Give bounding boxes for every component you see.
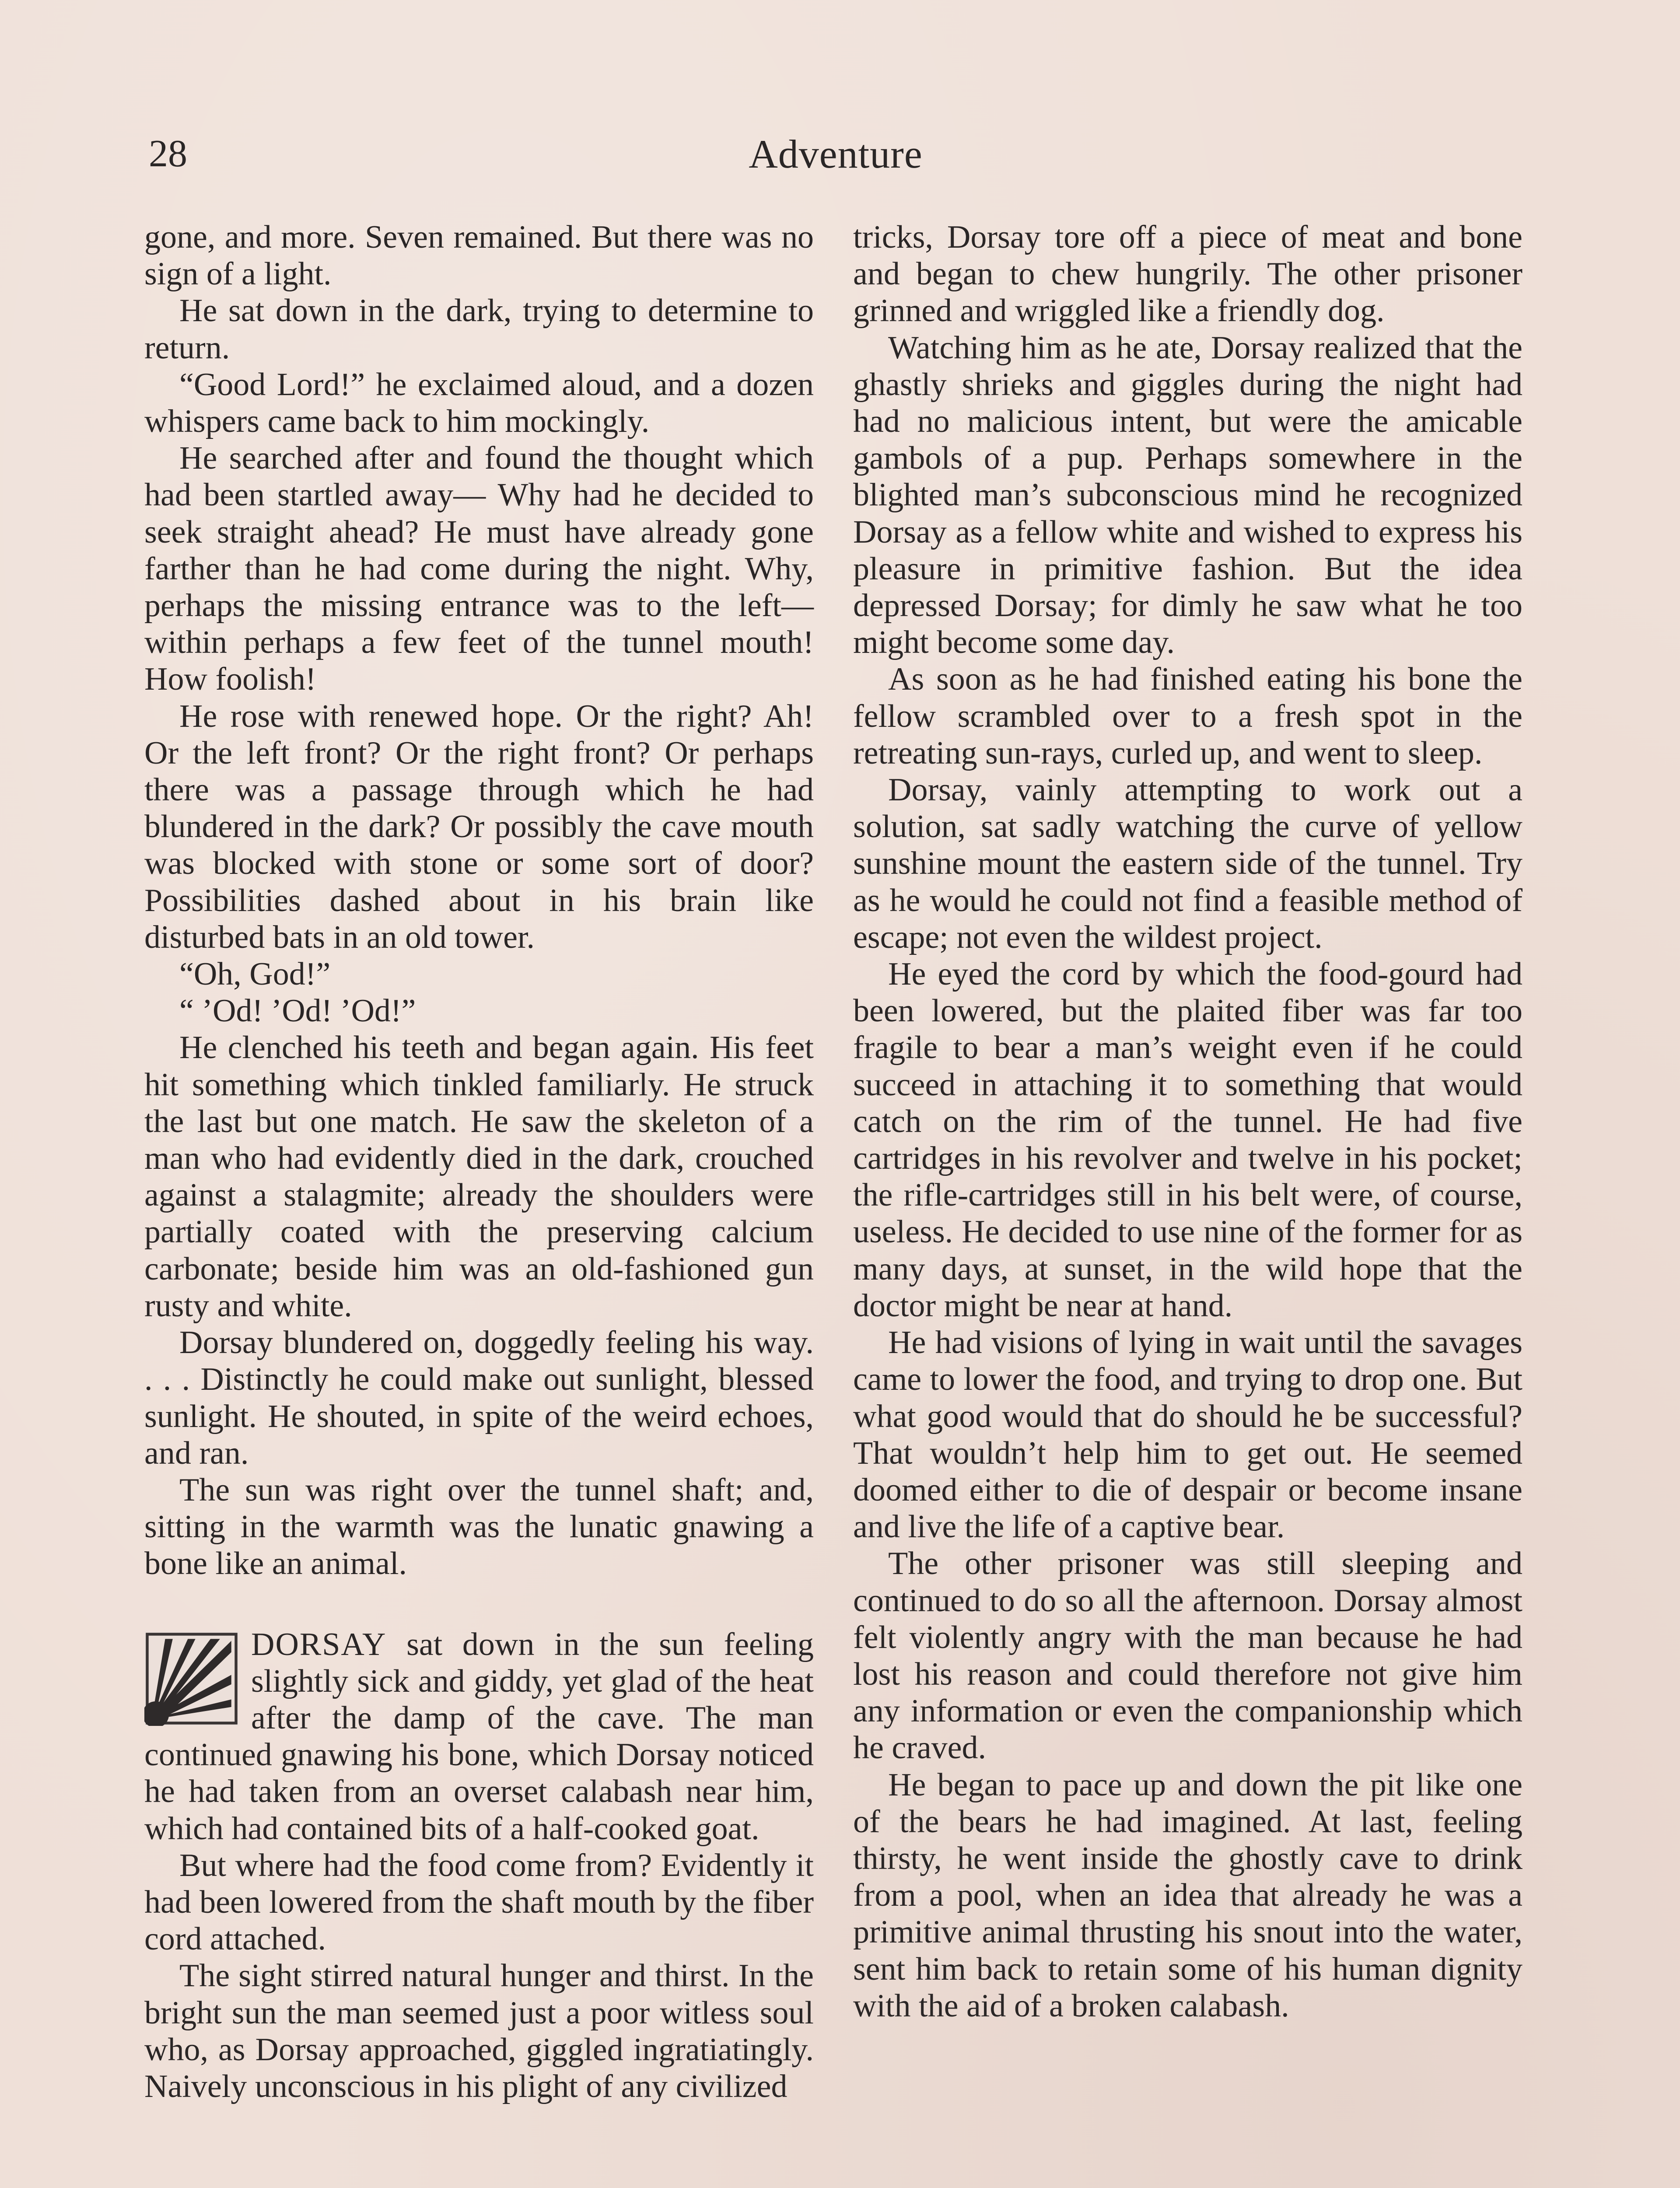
- paragraph: “ ’Od! ’Od! ’Od!”: [179, 993, 416, 1029]
- section-lead-word: DORSAY: [251, 1626, 387, 1662]
- paragraph: He clenched his teeth and began again. His feet hit something which tinkled familiarly. He struck the last but one match. He saw the skeleton of a man who had evidently died in the dark, crouched against a stalagmite; already the shoulders were partially coated with the preserving calcium carbonate; beside him was an old-fashioned gun rusty and white.: [144, 1030, 814, 1324]
- paragraph: He had visions of lying in wait until the savages came to lower the food, and trying to drop one. But what good would that do should he be successful? That wouldn’t help him to get out. He seemed doomed either to die of despair or become insane and live the life of a captive bear.: [853, 1325, 1522, 1545]
- running-title: Adventure: [749, 132, 923, 176]
- paragraph: “Good Lord!” he exclaimed aloud, and a dozen whispers came back to him mockingly.: [144, 366, 814, 440]
- section-opening-paragraph: [144, 1626, 814, 1847]
- sunburst-ornament-icon: [144, 1631, 239, 1726]
- paragraph: He searched after and found the thought which had been startled away— Why had he decided to seek straight ahead? He must have already gone farther than he had come during the night. Why, perhaps the missing entrance was to the left—within perhaps a few feet of the tunnel mouth! How foolish!: [144, 440, 814, 698]
- paragraph: He sat down in the dark, trying to determine to return.: [144, 293, 814, 366]
- paragraph: The other prisoner was still sleeping and continued to do so all the afternoon. Dorsay almost felt violently angry with the man because he had lost his reason and could therefore not give him any information or even the companionship which he craved.: [853, 1546, 1522, 1766]
- page-header: [149, 128, 1522, 180]
- section-lead-text: sat down in the sun feeling slightly sick and giddy, yet glad of the heat after the damp of the cave. The man continued gnawing his bone, which Dorsay noticed he had taken from an overset calabash near him, which had contained bits of a half-cooked goat.: [144, 1626, 814, 1847]
- left-column: [144, 219, 814, 2105]
- section-break: [144, 1582, 814, 1626]
- paragraph: He rose with renewed hope. Or the right? Ah! Or the left front? Or the right front? Or perhaps there was a passage through which he had blundered in the dark? Or possibly the cave mouth was blocked with stone or some sort of door? Possibilities dashed about in his brain like disturbed bats in an old tower.: [144, 698, 814, 955]
- page-number: 28: [149, 133, 187, 175]
- paragraph: The sight stirred natural hunger and thirst. In the bright sun the man seemed just a poor witless soul who, as Dorsay approached, giggled ingratiatingly. Naively unconscious in his plight of any civilized: [144, 1958, 814, 2104]
- paragraph: gone, and more. Seven remained. But there was no sign of a light.: [144, 219, 814, 292]
- paragraph: tricks, Dorsay tore off a piece of meat and bone and began to chew hungrily. The other prisoner grinned and wriggled like a friendly dog.: [853, 219, 1522, 329]
- paragraph: The sun was right over the tunnel shaft; and, sitting in the warmth was the lunatic gnawing a bone like an animal.: [144, 1472, 814, 1582]
- paragraph: Dorsay blundered on, doggedly feeling his way. . . . Distinctly he could make out sunlight, blessed sunlight. He shouted, in spite of the weird echoes, and ran.: [144, 1325, 814, 1471]
- paragraph: Dorsay, vainly attempting to work out a solution, sat sadly watching the curve of yellow sunshine mount the eastern side of the tunnel. Try as he would he could not find a feasible method of escape; not even the wildest project.: [853, 772, 1522, 955]
- paragraph: But where had the food come from? Evidently it had been lowered from the shaft mouth by the fiber cord attached.: [144, 1847, 814, 1957]
- right-column: [853, 219, 1522, 2024]
- paragraph: As soon as he had finished eating his bone the fellow scrambled over to a fresh spot in the retreating sun-rays, curled up, and went to sleep.: [853, 661, 1522, 771]
- paragraph: “Oh, God!”: [179, 956, 331, 992]
- paragraph: He eyed the cord by which the food-gourd had been lowered, but the plaited fiber was far too fragile to bear a man’s weight even if he could succeed in attaching it to something that would catch on the rim of the tunnel. He had five cartridges in his revolver and twelve in his pocket; the rifle-cartridges still in his belt were, of course, useless. He decided to use nine of the former for as many days, at sunset, in the wild hope that the doctor might be near at hand.: [853, 956, 1522, 1324]
- paragraph: Watching him as he ate, Dorsay realized that the ghastly shrieks and giggles during the night had had no malicious intent, but were the amicable gambols of a pup. Perhaps somewhere in the blighted man’s subconscious mind he recognized Dorsay as a fellow white and wished to express his pleasure in primitive fashion. But the idea depressed Dorsay; for dimly he saw what he too might become some day.: [853, 330, 1522, 661]
- paragraph: He began to pace up and down the pit like one of the bears he had imagined. At last, feeling thirsty, he went inside the ghostly cave to drink from a pool, when an idea that already he was a primitive animal thrusting his snout into the water, sent him back to retain some of his human dignity with the aid of a broken calabash.: [853, 1767, 1522, 2024]
